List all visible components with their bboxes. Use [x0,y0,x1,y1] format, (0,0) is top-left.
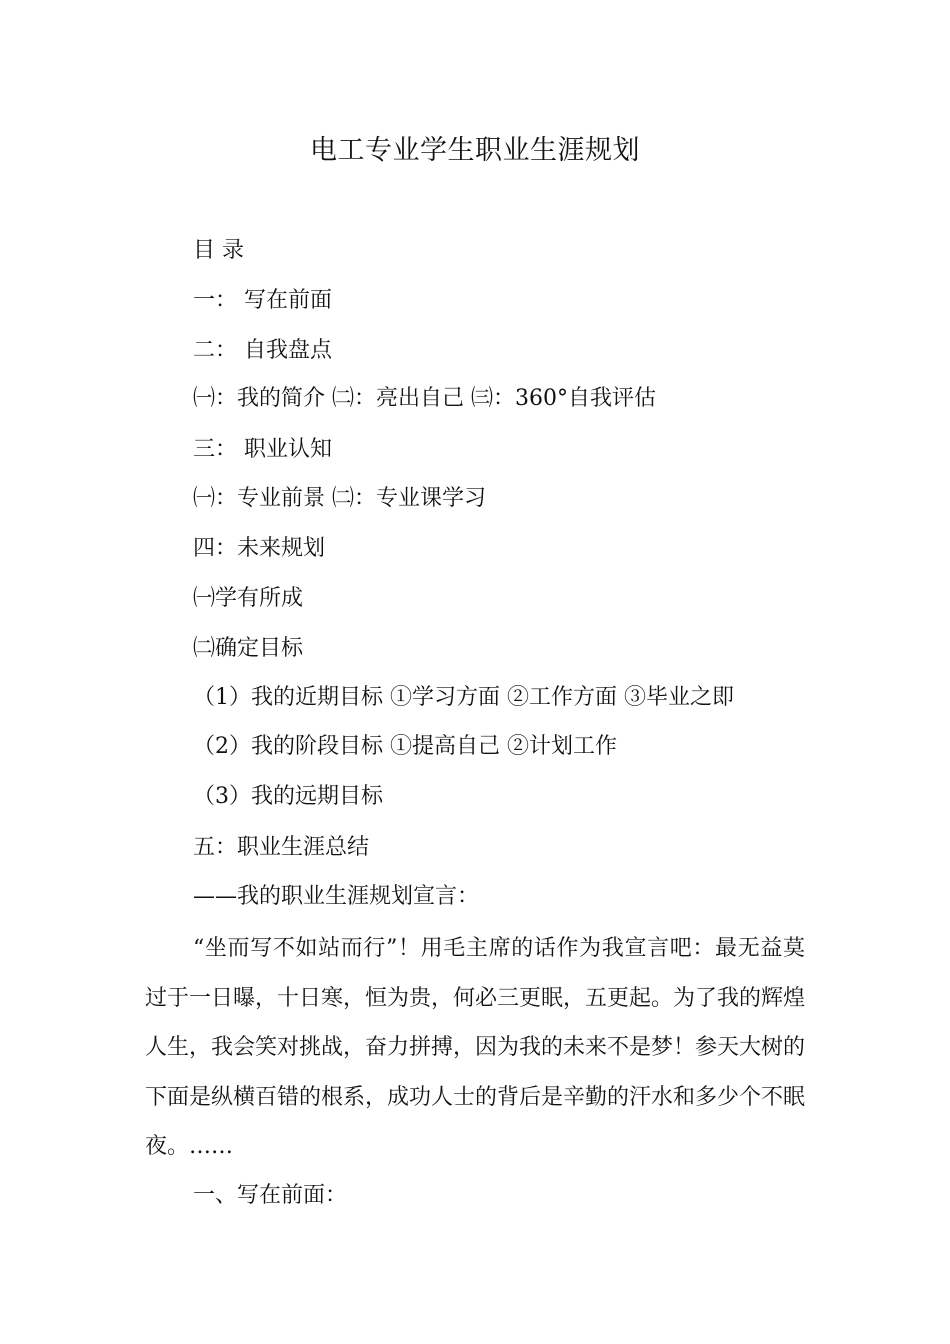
toc-item-8: ㈡确定目标 [193,636,304,661]
toc-item-5: ㈠：专业前景 ㈡：专业课学习 [193,486,486,511]
toc-item-2: 二： 自我盘点 [193,338,332,363]
toc-item-11: （3）我的远期目标 [193,784,383,809]
declaration-heading: ——我的职业生涯规划宣言： [193,884,480,909]
toc-item-7: ㈠学有所成 [193,586,304,611]
toc-item-4: 三： 职业认知 [193,437,332,462]
document-title: 电工专业学生职业生涯规划 [310,135,640,166]
toc-item-12: 五：职业生涯总结 [193,835,370,860]
toc-item-1: 一： 写在前面 [193,288,332,313]
toc-item-10: （2）我的阶段目标 ①提高自己 ②计划工作 [193,734,617,759]
toc-item-9: （1）我的近期目标 ①学习方面 ②工作方面 ③毕业之即 [193,685,734,710]
toc-item-3: ㈠：我的简介 ㈡：亮出自己 ㈢：360°自我评估 [193,386,656,411]
declaration-paragraph: “坐而写不如站而行”！用毛主席的话作为我宣言吧：最无益莫过于一日曝，十日寒，恒为贵，何必三更眠，五更起。为了我的辉煌人生，我会笑对挑战，奋力拼搏，因为我的未来不是梦！参天大树的下面是纵横百错的根系，成功人士的背后是辛勤的汗水和多少个不眠夜。…… [145,936,806,1159]
toc-heading: 目 录 [193,238,244,263]
toc-item-6: 四：未来规划 [193,536,326,561]
section-heading: 一、写在前面： [193,1183,348,1208]
